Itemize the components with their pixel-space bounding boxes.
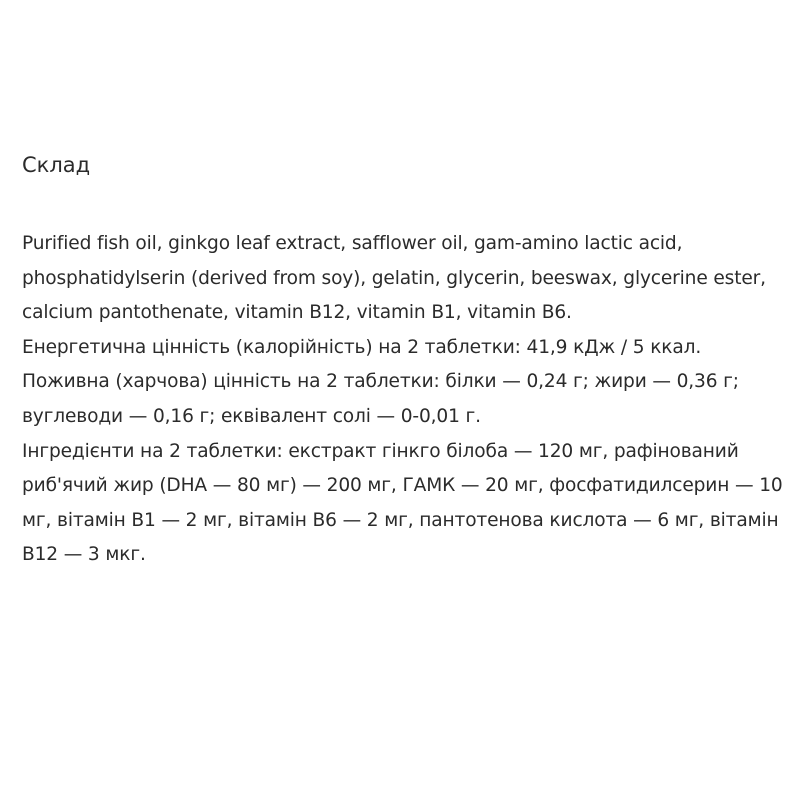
energy-value: Енергетична цінність (калорійність) на 2 таблетки: 41,9 кДж / 5 ккал.: [22, 336, 702, 358]
composition-section: [22, 150, 792, 573]
section-title: Склад: [22, 153, 91, 177]
ingredients-per-dose: Інгредієнти на 2 таблетки: екстракт гінкго білоба — 120 мг, рафінований риб'ячий жир (DHA — 80 мг) — 200 мг, ГАМК — 20 мг, фосфатидилсерин — 10 мг, вітамін B1 — 2 мг, вітамін B6 — 2 мг, пантотенова кислота — 6 мг, вітамін B12 — 3 мкг.: [22, 440, 783, 566]
nutritional-value: Поживна (харчова) цінність на 2 таблетки: білки — 0,24 г; жири — 0,36 г; вуглеводи — 0,16 г; еквівалент солі — 0-0,01 г.: [22, 371, 739, 427]
ingredients-english: Purified fish oil, ginkgo leaf extract, safflower oil, gam-amino lactic acid, phosphatidylserin (derived from soy), gelatin, glycerin, beeswax, glycerine ester, calcium pantothenate, vitamin B12, vitamin B1, vitamin B6.: [22, 233, 766, 324]
